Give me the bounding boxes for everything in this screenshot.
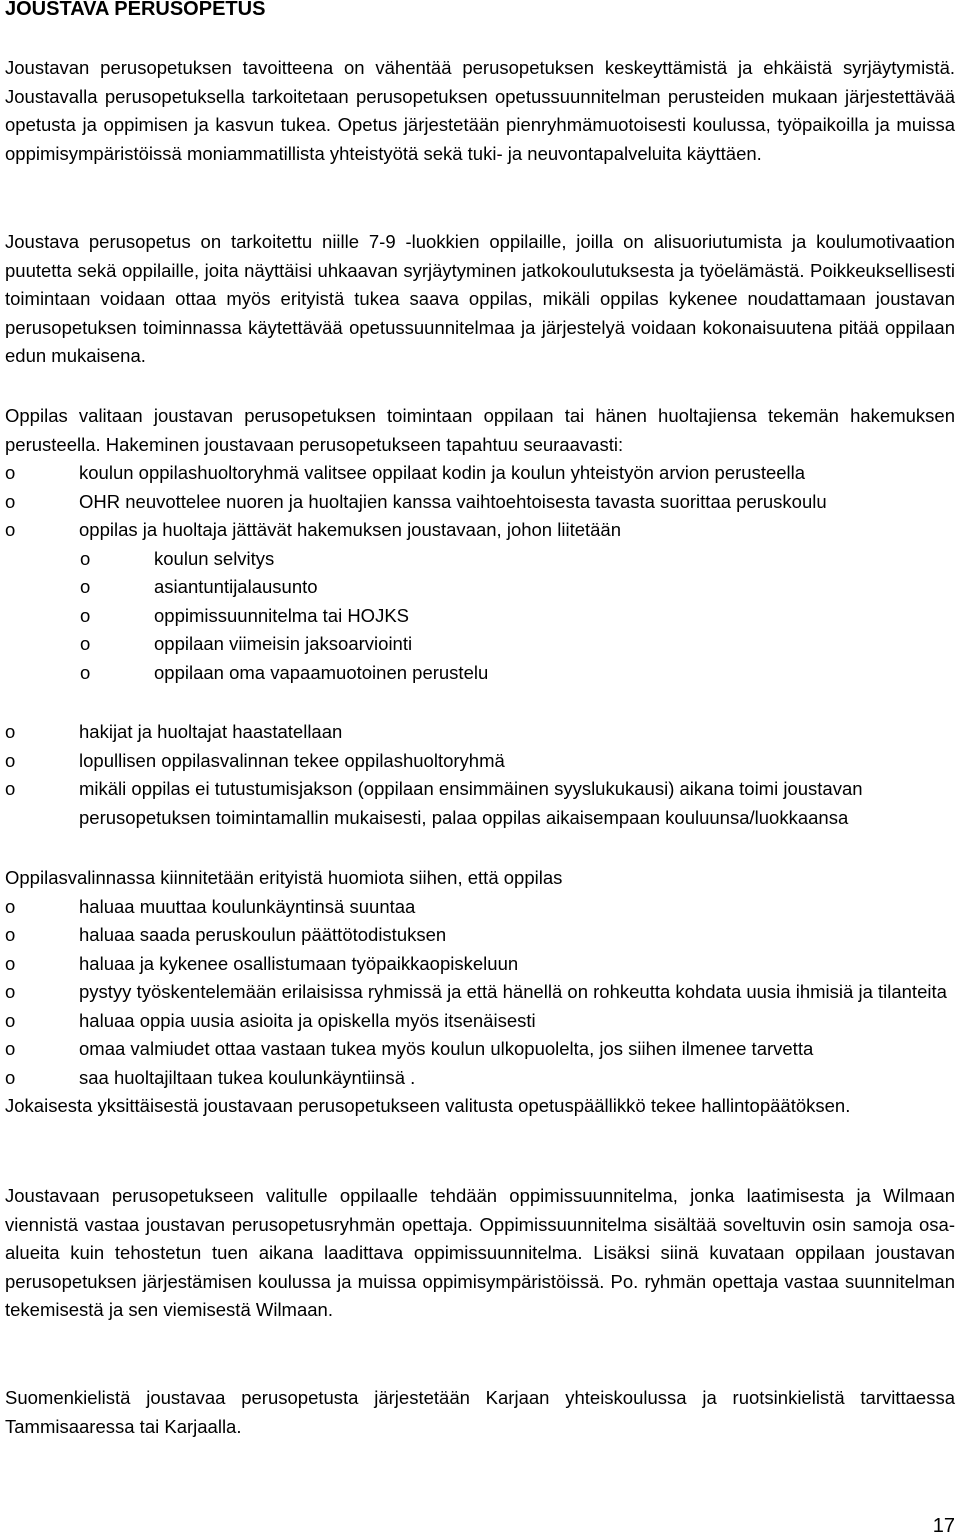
document-title: JOUSTAVA PERUSOPETUS: [5, 0, 266, 20]
list-item-text: oppilas ja huoltaja jättävät hakemuksen joustavaan, johon liitetään: [79, 519, 622, 540]
list-item-text: omaa valmiudet ottaa vastaan tukea myös koulun ulkopuolelta, jos siihen ilmenee tarvetta: [79, 1038, 814, 1059]
list-item: [5, 747, 955, 776]
list-item: [5, 921, 955, 950]
bullet-marker: o: [80, 576, 91, 597]
bullet-marker: o: [5, 924, 16, 945]
bullet-marker: o: [5, 519, 16, 540]
list-item-text: hakijat ja huoltajat haastatellaan: [79, 721, 343, 742]
sub-list-item: [5, 573, 955, 602]
list-item: [5, 516, 955, 545]
paragraph-target-group: Joustava perusopetus on tarkoitettu niille 7-9 -luokkien oppilaille, joilla on alisuoriutumista ja koulumotivaation puutetta sekä oppilaille, joita näyttäisi uhkaavan syrjäytyminen jatkokoulutuksesta ja työelämästä. Poikkeuksellisesti toimintaan voidaan ottaa myös erityistä tukea saava oppilas, mikäli oppilas kykenee noudattamaan joustavan perusopetuksen toiminnassa käytettävää opetussuunnitelmaa ja järjestelyä voidaan kokonaisuutena pitää oppilaan edun mukaisena.: [5, 231, 955, 366]
list-item: [5, 978, 955, 1007]
list-item: [5, 718, 955, 747]
list-item-text: haluaa ja kykenee osallistumaan työpaikkaopiskeluun: [79, 952, 519, 974]
list-item: [5, 893, 955, 922]
application-steps-after: [5, 718, 955, 832]
sub-list-item: [5, 659, 955, 688]
page-number: 17: [932, 1515, 955, 1537]
list-item-text: lopullisen oppilasvalinnan tekee oppilashuoltoryhmä: [79, 749, 505, 771]
list-item: [5, 775, 955, 832]
list-item-text: koulun oppilashuoltoryhmä valitsee oppilaat kodin ja koulun yhteistyön arvion perusteella: [79, 462, 806, 483]
bullet-marker: o: [5, 895, 16, 917]
sub-list-item-text: oppilaan oma vapaamuotoinen perustelu: [154, 661, 489, 683]
list-item: [5, 459, 955, 488]
locations-section: [5, 1384, 955, 1441]
list-item-text: haluaa oppia uusia asioita ja opiskella myös itsenäisesti: [79, 1009, 536, 1031]
bullet-marker: o: [80, 547, 91, 569]
bullet-marker: o: [5, 490, 16, 512]
sub-list-item: [5, 630, 955, 659]
list-item-text: saa huoltajiltaan tukea koulunkäyntiinsä .: [79, 1066, 416, 1088]
list-item-text: pystyy työskentelemään erilaisissa ryhmissä ja että hänellä on rohkeutta kohdata uusia ihmisiä ja tilanteita: [79, 981, 947, 1002]
intro-section: [5, 54, 955, 168]
target-group-section: [5, 228, 955, 371]
bullet-marker: o: [5, 778, 16, 799]
list-item: [5, 1035, 955, 1064]
bullet-marker: o: [80, 661, 91, 683]
paragraph-learning-plan: Joustavaan perusopetukseen valitulle oppilaalle tehdään oppimissuunnitelma, jonka laatimisesta ja Wilmaan viennistä vastaa joustavan perusopetusryhmän opettaja. Oppimissuunnitelma sisältää soveltuvin osin samoja osa-alueita kuin tehostetun tuen aikana laadittava oppimissuunnitelma. Lisäksi siinä kuvataan oppilaan joustavan perusopetuksen järjestämisen koulussa ja muissa oppimisympäristöissä. Po. ryhmän opettaja vastaa suunnitelman tekemisestä ja sen viemisestä Wilmaan.: [5, 1185, 955, 1320]
sub-list-item: [5, 602, 955, 631]
bullet-marker: o: [5, 749, 16, 771]
bullet-marker: o: [5, 721, 16, 742]
bullet-marker: o: [5, 981, 16, 1002]
paragraph-locations: Suomenkielistä joustavaa perusopetusta järjestetään Karjaan yhteiskoulussa ja ruotsinkielistä tarvittaessa Tammisaaressa tai Karjaalla.: [5, 1387, 955, 1437]
paragraph-decision: Jokaisesta yksittäisestä joustavaan perusopetukseen valitusta opetuspäällikkö tekee hallintopäätöksen.: [5, 1095, 851, 1116]
sub-list-item-text: oppilaan viimeisin jaksoarviointi: [154, 633, 413, 654]
list-item: [5, 950, 955, 979]
bullet-marker: o: [80, 604, 91, 626]
bullet-marker: o: [5, 1066, 16, 1088]
bullet-marker: o: [80, 633, 91, 654]
list-item: [5, 1007, 955, 1036]
sub-list-item-text: asiantuntijalausunto: [154, 576, 318, 597]
paragraph-application: Oppilas valitaan joustavan perusopetuksen toimintaan oppilaan tai hänen huoltajiensa tekemän hakemuksen perusteella. Hakeminen joustavaan perusopetukseen tapahtuu seuraavasti:: [5, 405, 955, 455]
learning-plan-section: [5, 1182, 955, 1325]
list-item: [5, 1064, 955, 1093]
paragraph-purpose: Joustavan perusopetuksen tavoitteena on vähentää perusopetuksen keskeyttämistä ja ehkäistä syrjäytymistä. Joustavalla perusopetuksella tarkoitetaan perusopetuksen opetussuunnitelman perusteiden mukaan järjestettävää opetusta ja oppimisen ja kasvun tukea. Opetus järjestetään pienryhmämuotoisesti koulussa, työpaikoilla ja muissa oppimisympäristöissä moniammatillista yhteistyötä sekä tuki- ja neuvontapalveluita käyttäen.: [5, 57, 955, 164]
list-item-text: haluaa saada peruskoulun päättötodistuksen: [79, 924, 447, 945]
list-item-text: mikäli oppilas ei tutustumisjakson (oppilaan ensimmäinen syyslukukausi) aikana toimi joustavan perusopetuksen toimintamallin mukaisesti, palaa oppilas aikaisempaan kouluunsa/luokkaansa: [79, 778, 863, 828]
list-item-text: haluaa muuttaa koulunkäyntinsä suuntaa: [79, 895, 416, 917]
sub-list-item-text: oppimissuunnitelma tai HOJKS: [154, 604, 409, 626]
application-section: [5, 402, 955, 687]
list-item: [5, 488, 955, 517]
paragraph-criteria-intro: Oppilasvalinnassa kiinnitetään erityistä huomiota siihen, että oppilas: [5, 867, 563, 888]
bullet-marker: o: [5, 1038, 16, 1059]
bullet-marker: o: [5, 952, 16, 974]
bullet-marker: o: [5, 462, 16, 483]
list-item-text: OHR neuvottelee nuoren ja huoltajien kanssa vaihtoehtoisesta tavasta suorittaa peruskoulu: [79, 490, 827, 512]
sub-list-item-text: koulun selvitys: [154, 547, 275, 569]
bullet-marker: o: [5, 1009, 16, 1031]
criteria-section: [5, 864, 955, 1121]
sub-list-item: [5, 545, 955, 574]
